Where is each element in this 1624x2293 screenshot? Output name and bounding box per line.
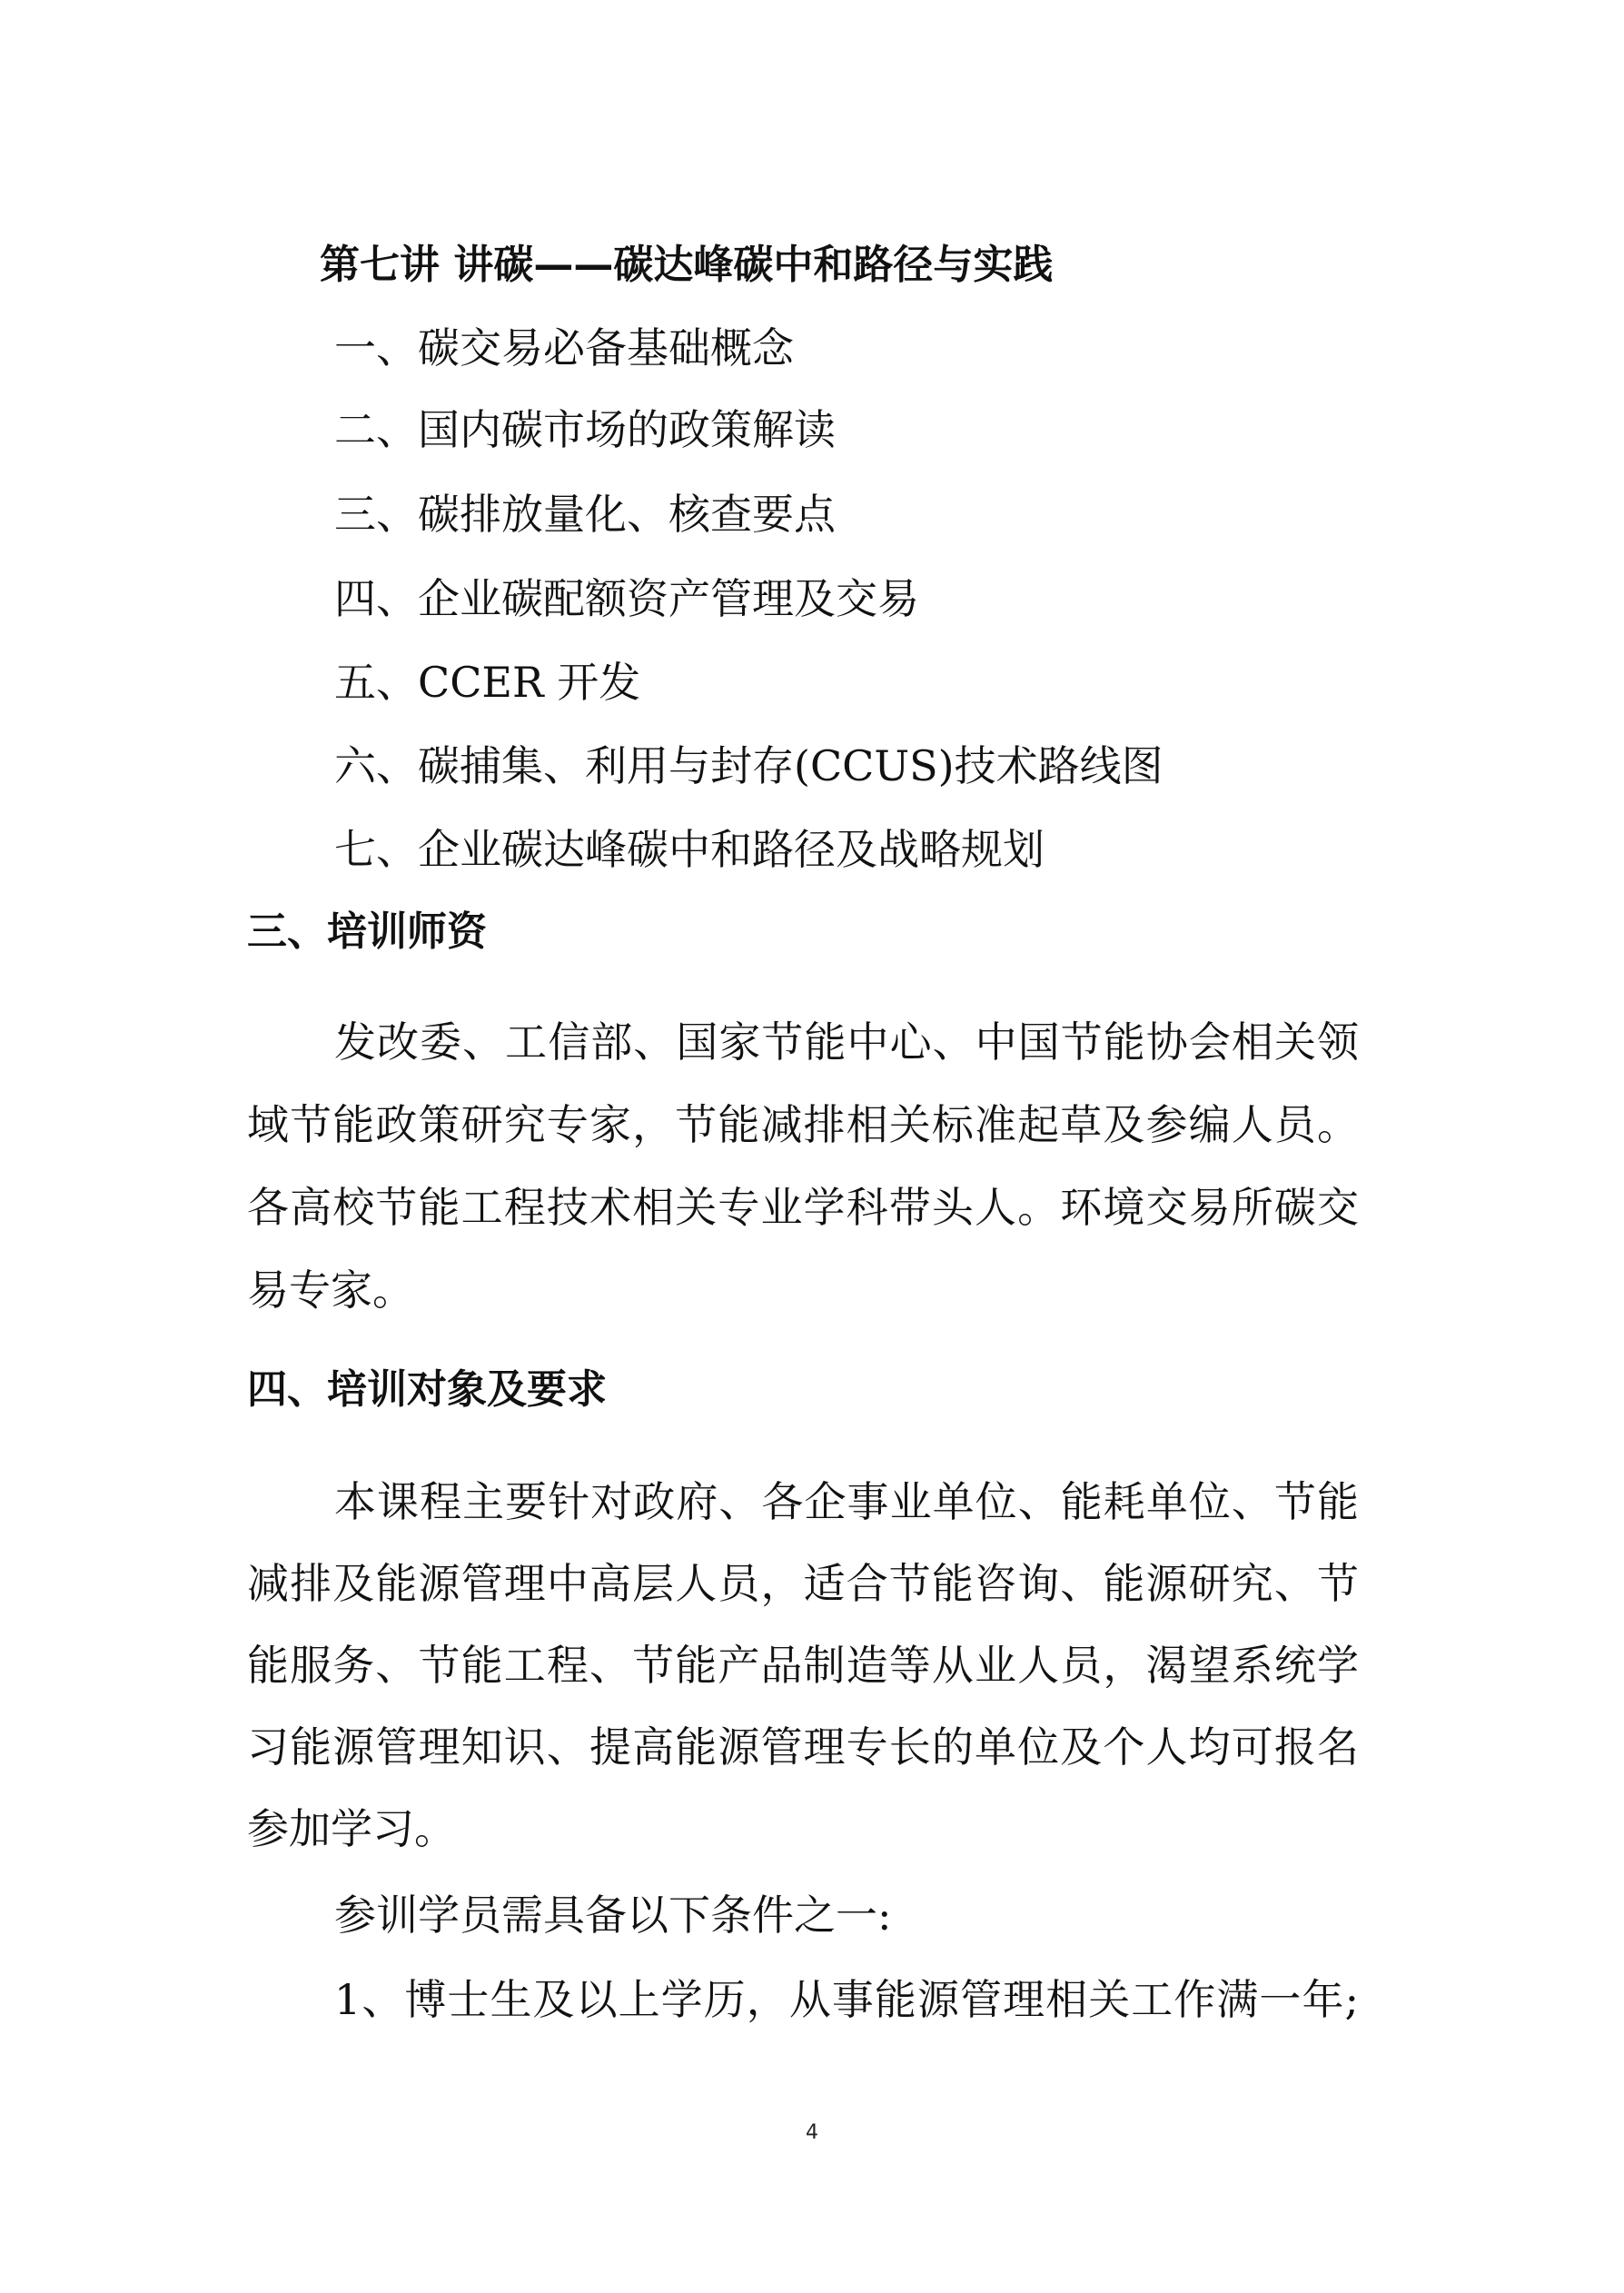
condition-item-1: 1、博士生及以上学历，从事能源管理相关工作满一年; [334,1975,1359,2024]
section-3-line-2: 域节能政策研究专家，节能减排相关标准起草及参编人员。 [247,1100,1359,1149]
lecture-title: 第七讲 讲碳——碳达峰碳中和路径与实践 [320,242,1054,288]
section-3-heading: 三、培训师资 [247,908,487,955]
section-4-line-4: 习能源管理知识、提高能源管理专长的单位及个人均可报名 [247,1722,1359,1772]
section-4-line-2: 减排及能源管理中高层人员，适合节能咨询、能源研究、节 [247,1559,1359,1608]
lecture-item-5: 五、CCER 开发 [334,658,641,707]
lecture-item-4: 四、企业碳配额资产管理及交易 [334,574,919,623]
section-3-line-3: 各高校节能工程技术相关专业学科带头人。环境交易所碳交 [247,1183,1359,1232]
lecture-item-7: 七、企业碳达峰碳中和路径及战略规划 [334,825,1045,874]
lecture-item-1: 一、碳交易必备基础概念 [334,323,794,372]
section-3-line-4: 易专家。 [247,1266,414,1315]
section-3-line-1: 发改委、工信部、国家节能中心、中国节能协会相关领 [334,1017,1359,1067]
page-number: 4 [806,2121,818,2144]
section-4-line-3: 能服务、节能工程、节能产品制造等从业人员，渴望系统学 [247,1641,1359,1690]
lecture-item-3: 三、碳排放量化、核查要点 [334,490,836,539]
lecture-item-6: 六、碳捕集、利用与封存(CCUS)技术路线图 [334,741,1164,790]
conditions-intro: 参训学员需具备以下条件之一: [334,1891,892,1940]
section-4-line-5: 参加学习。 [247,1804,456,1853]
lecture-item-2: 二、国内碳市场的政策解读 [334,405,836,454]
section-4-heading: 四、培训对象及要求 [247,1366,607,1413]
section-4-line-1: 本课程主要针对政府、各企事业单位、能耗单位、节能 [334,1477,1359,1526]
